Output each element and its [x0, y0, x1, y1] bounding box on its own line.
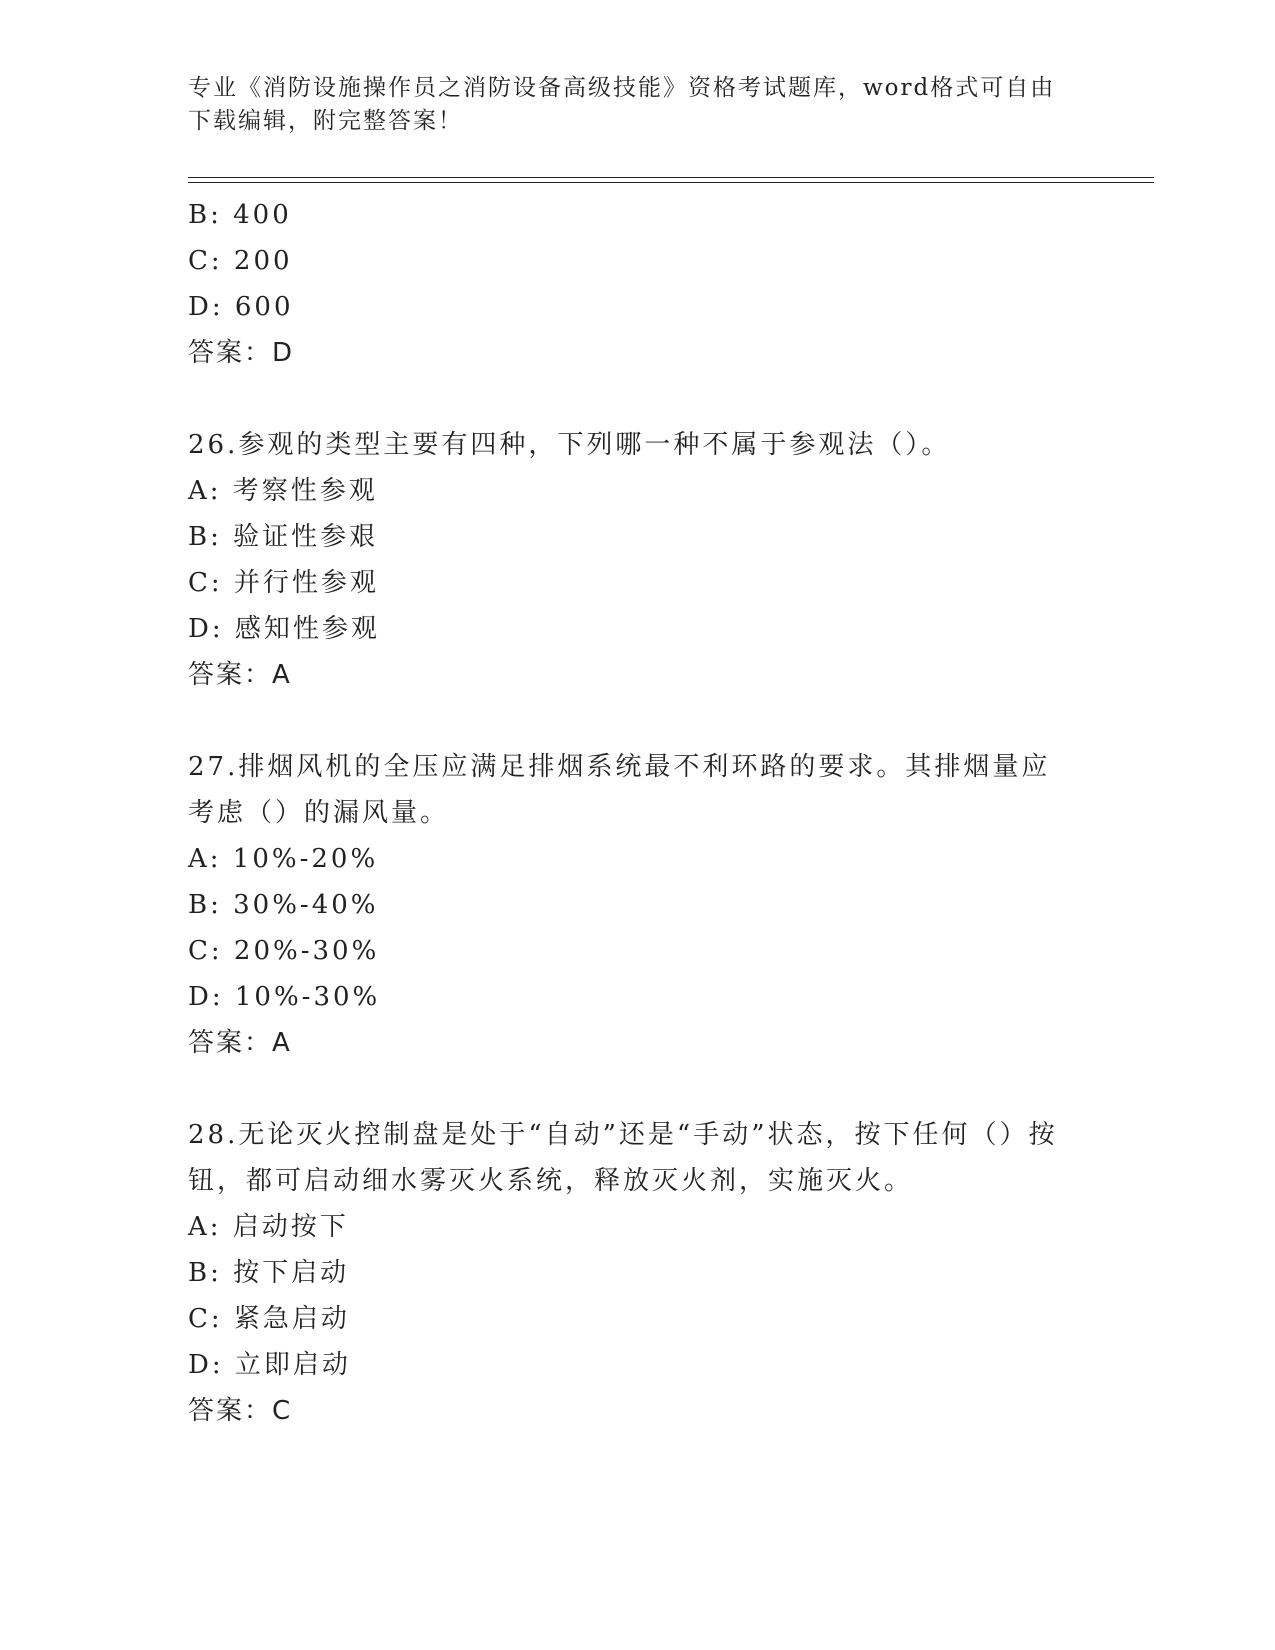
question-text: 27.排烟风机的全压应满足排烟系统最不利环路的要求。其排烟量应考虑（）的漏风量。	[188, 752, 1051, 828]
option-b: B: 按下启动	[188, 1258, 350, 1288]
header-rule-bottom	[188, 182, 1154, 183]
option-d: D: 10%-30%	[188, 982, 381, 1012]
answer: 答案：C	[188, 1396, 293, 1426]
option-c: C: 200	[188, 246, 293, 276]
answer: 答案：A	[188, 1028, 292, 1058]
document-header: 专业《消防设施操作员之消防设备高级技能》资格考试题库，word格式可自由下载编辑，附完整答案！	[188, 75, 1056, 134]
option-b: B: 30%-40%	[188, 890, 379, 920]
question-27	[188, 744, 1088, 1066]
option-a: A: 考察性参观	[188, 476, 378, 506]
option-b: B: 400	[188, 200, 292, 230]
continued-question	[188, 192, 1088, 376]
option-b: B: 验证性参艰	[188, 522, 379, 552]
option-c: C: 20%-30%	[188, 936, 380, 966]
option-c: C: 并行性参观	[188, 568, 379, 598]
question-text: 28.无论灭火控制盘是处于“自动”还是“手动”状态，按下任何（）按钮，都可启动细水雾灭火系统，释放灭火剂，实施灭火。	[188, 1120, 1058, 1196]
spacer	[188, 1066, 1088, 1112]
option-a: A: 启动按下	[188, 1212, 349, 1242]
question-28	[188, 1112, 1088, 1434]
answer: 答案：D	[188, 338, 295, 368]
option-d: D: 感知性参观	[188, 614, 380, 644]
option-c: C: 紧急启动	[188, 1304, 350, 1334]
header-rule-top	[188, 177, 1154, 178]
spacer	[188, 376, 1088, 422]
option-d: D: 600	[188, 292, 294, 322]
option-d: D: 立即启动	[188, 1350, 351, 1380]
question-26	[188, 422, 1088, 698]
question-text: 26.参观的类型主要有四种，下列哪一种不属于参观法（）。	[188, 430, 951, 460]
document-body	[188, 192, 1088, 1434]
spacer	[188, 698, 1088, 744]
option-a: A: 10%-20%	[188, 844, 379, 874]
answer: 答案：A	[188, 660, 292, 690]
